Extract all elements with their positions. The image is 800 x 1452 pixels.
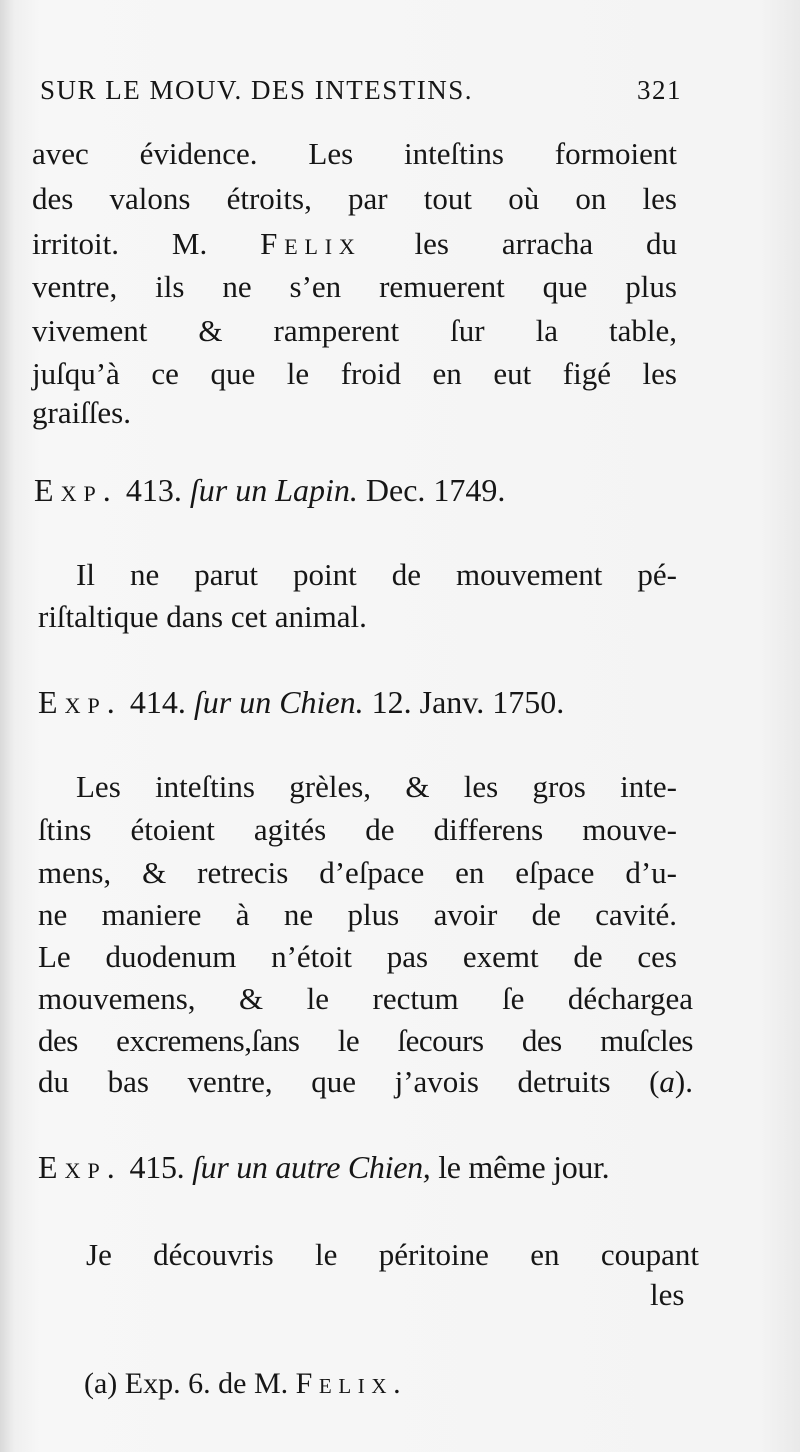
text-line: des valons étroits, par tout où on les: [32, 181, 677, 216]
text-line: avec évidence. Les inteſtins formoient: [32, 136, 677, 171]
text-segment: irritoit. M.: [32, 226, 208, 261]
text-segment: ).: [674, 1064, 693, 1099]
text-line: Les inteſtins grèles, & les gros inte-: [76, 769, 677, 804]
text-line: graiſſes.: [32, 395, 131, 430]
text-line: vivement & ramperent ſur la table,: [32, 313, 677, 348]
text-line: ſtins étoient agités de differens mouve-: [38, 812, 677, 847]
running-header: [40, 70, 682, 110]
text-segment: les arracha du: [414, 226, 678, 261]
exp-date: Dec. 1749.: [365, 472, 506, 508]
text-line: des excremens,ſans le ſecours des muſcles: [38, 1023, 693, 1058]
footnote-text: Exp. 6. de M.: [124, 1367, 289, 1400]
text-line: ne maniere à ne plus avoir de cavité.: [38, 897, 677, 932]
exp-label: Exp.: [38, 684, 122, 720]
text-line: Il ne parut point de mouvement pé-: [76, 557, 677, 592]
running-title: SUR LE MOUV. DES INTESTINS.: [40, 75, 474, 105]
exp-date: 12. Janv. 1750.: [371, 684, 565, 720]
text-line: ventre, ils ne s’en remuerent que plus: [32, 269, 677, 304]
exp-number: 413.: [125, 472, 182, 508]
text-line: Je découvris le péritoine en coupant: [86, 1237, 699, 1272]
exp-subject: ſur un Chien.: [193, 684, 364, 720]
text-line: Le duodenum n’étoit pas exemt de ces: [38, 939, 677, 974]
footnote-marker: (a): [84, 1367, 118, 1400]
exp-label: Exp.: [38, 1149, 122, 1185]
footnote-ref: a: [659, 1064, 675, 1099]
text-line: mouvemens, & le rectum ſe déchargea: [38, 981, 693, 1016]
page-number: 321: [637, 75, 682, 105]
exp-label: Exp.: [34, 472, 118, 508]
footnote: [84, 1364, 407, 1404]
exp-date: le même jour.: [438, 1149, 610, 1185]
person-name: Felix: [260, 226, 362, 261]
exp-number: 415.: [129, 1149, 185, 1185]
person-name: Felix.: [295, 1367, 408, 1400]
exp-subject: ſur un Lapin.: [189, 472, 358, 508]
text-segment: du bas ventre, que j’avois detruits (: [38, 1064, 660, 1099]
catchword: les: [650, 1277, 685, 1312]
experiment-heading-414: [38, 682, 564, 722]
text-line: juſqu’à ce que le froid en eut figé les: [32, 356, 677, 391]
experiment-heading-415: [38, 1147, 609, 1187]
exp-subject: ſur un autre Chien,: [192, 1149, 431, 1185]
exp-number: 414.: [129, 684, 186, 720]
text-line: riſtaltique dans cet animal.: [38, 599, 367, 634]
text-line: [38, 1062, 693, 1102]
text-line: [32, 224, 677, 264]
experiment-heading-413: [34, 470, 505, 510]
text-line: mens, & retrecis d’eſpace en eſpace d’u-: [38, 855, 677, 890]
